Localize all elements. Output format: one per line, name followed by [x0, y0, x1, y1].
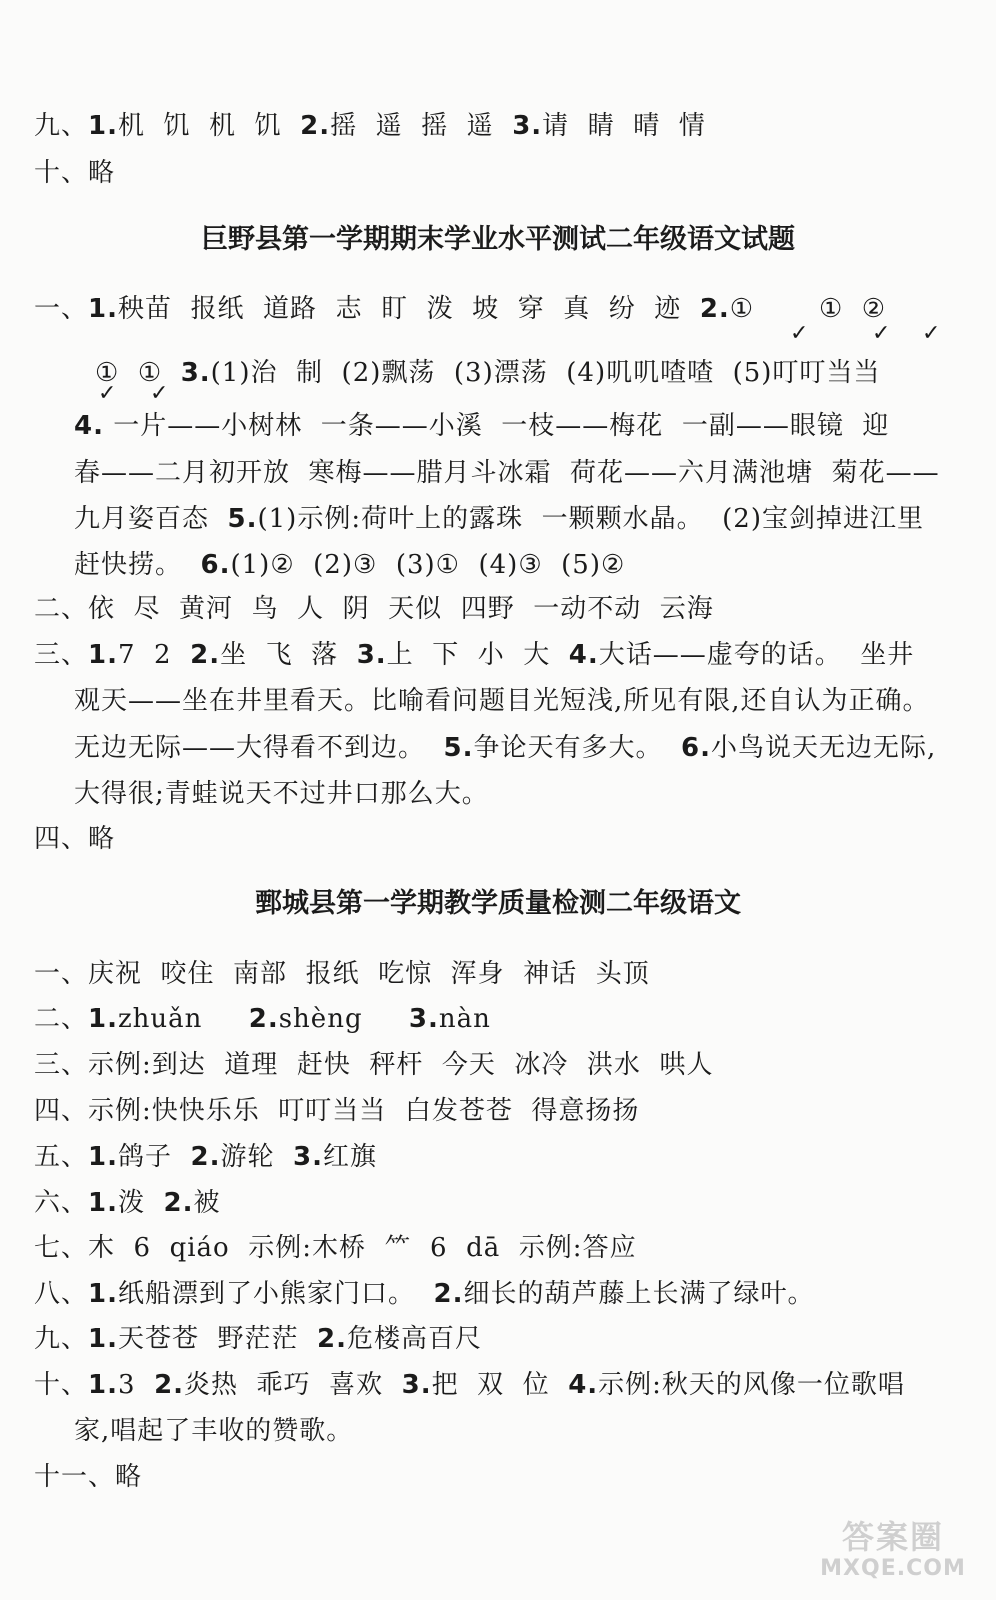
answer-line: 九月姿百态 5.(1)示例:荷叶上的露珠 一颗颗水晶。 (2)宝剑掉进江里 [74, 504, 924, 534]
answer-line: 八、1.纸船漂到了小熊家门口。 2.细长的葫芦藤上长满了绿叶。 [34, 1279, 815, 1309]
answer-line: 九、1.机 饥 机 饥 2.摇 遥 摇 遥 3.请 睛 晴 情 [34, 111, 706, 141]
answer-line: 二、依 尽 黄河 鸟 人 阴 天似 四野 一动不动 云海 [34, 594, 714, 624]
answer-line: 二、1.zhuǎn 2.shèng 3.nàn [34, 1004, 491, 1034]
section-title: 巨野县第一学期期末学业水平测试二年级语文试题 [201, 224, 795, 255]
watermark-logo [808, 1518, 978, 1588]
answer-line: 4. 一片——小树林 一条——小溪 一枝——梅花 一副——眼镜 迎 [74, 411, 890, 441]
answer-line: ① ① 3.(1)治 制 (2)飘荡 (3)漂荡 (4)叽叽喳喳 (5)叮叮当当 [95, 358, 881, 388]
answer-line: 大得很;青蛙说天不过井口那么大。 [74, 779, 489, 809]
answer-line: 家,唱起了丰收的赞歌。 [74, 1416, 354, 1446]
answer-line: 六、1.泼 2.被 [34, 1188, 221, 1218]
section-title: 鄄城县第一学期教学质量检测二年级语文 [255, 888, 741, 919]
check-mark-icon: ✓ [150, 381, 169, 406]
answer-line: 观天——坐在井里看天。比喻看问题目光短浅,所见有限,还自认为正确。 [74, 686, 930, 716]
answer-line: 赶快捞。 6.(1)② (2)③ (3)① (4)③ (5)② [74, 550, 626, 580]
answer-line: 十、略 [34, 158, 116, 188]
answer-line: 十、1.3 2.炎热 乖巧 喜欢 3.把 双 位 4.示例:秋天的风像一位歌唱 [34, 1370, 905, 1400]
watermark-text: 答案圈 [841, 1518, 944, 1556]
answer-line: 九、1.天苍苍 野茫茫 2.危楼高百尺 [34, 1324, 483, 1354]
answer-line: 无边无际——大得看不到边。 5.争论天有多大。 6.小鸟说天无边无际, [74, 733, 937, 763]
check-mark-icon: ✓ [872, 321, 891, 346]
answer-line: 一、1.秧苗 报纸 道路 志 盯 泼 坡 穿 真 纷 迹 2.① ① ② [34, 294, 887, 324]
check-mark-icon: ✓ [98, 381, 117, 406]
answer-line: 四、略 [34, 824, 116, 854]
answer-line: 春——二月初开放 寒梅——腊月斗冰霜 荷花——六月满池塘 菊花—— [74, 458, 940, 488]
watermark-url: MXQE.COM [820, 1556, 966, 1581]
answer-line: 四、示例:快快乐乐 叮叮当当 白发苍苍 得意扬扬 [34, 1096, 640, 1126]
answer-line: 十一、略 [34, 1462, 143, 1492]
answer-line: 一、庆祝 咬住 南部 报纸 吃惊 浑身 神话 头顶 [34, 959, 650, 989]
check-mark-icon: ✓ [922, 321, 941, 346]
answer-line: 三、1.7 2 2.坐 飞 落 3.上 下 小 大 4.大话——虚夸的话。 坐井 [34, 640, 915, 670]
answer-line: 五、1.鸽子 2.游轮 3.红旗 [34, 1142, 377, 1172]
answer-line: 三、示例:到达 道理 赶快 秤杆 今天 冰冷 洪水 哄人 [34, 1050, 714, 1080]
check-mark-icon: ✓ [790, 321, 809, 346]
answer-line: 七、木 6 qiáo 示例:木桥 ⺮ 6 dā 示例:答应 [34, 1233, 637, 1263]
